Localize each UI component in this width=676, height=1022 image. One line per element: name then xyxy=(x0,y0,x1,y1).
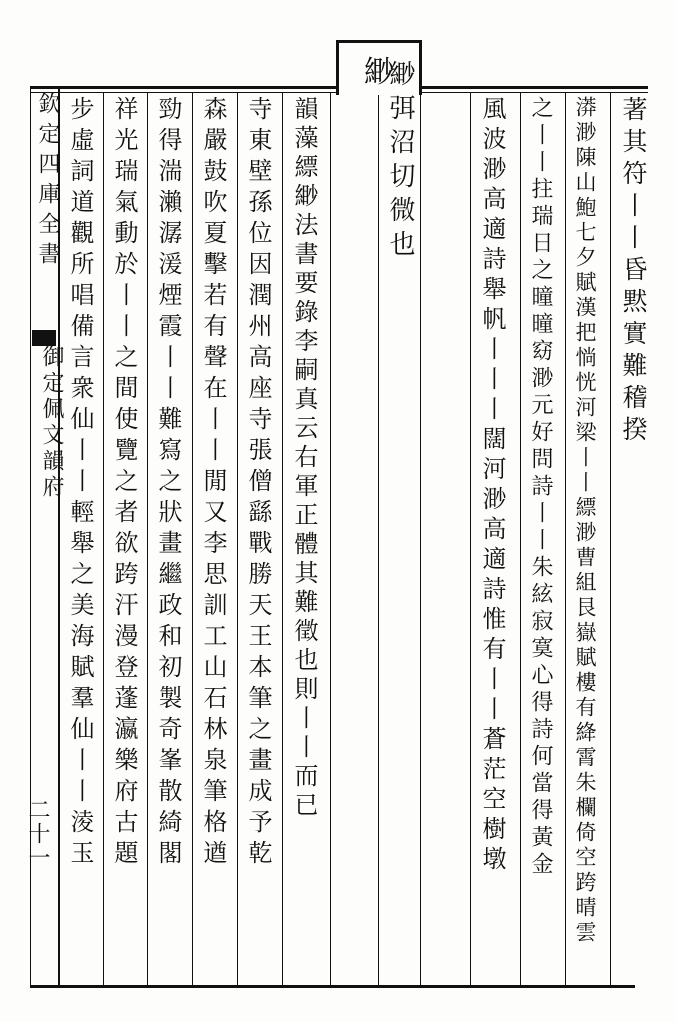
page-number: 二十一 xyxy=(25,798,50,870)
text-column: 之丨丨拄瑞日之曈曈窈渺元好問詩丨丨朱絃寂寞心得詩何當得黃金 xyxy=(528,96,553,879)
column-divider xyxy=(103,92,104,985)
column-divider xyxy=(520,92,521,985)
text-column: 風波渺高適詩舉帆丨丨丨闊河渺高適詩惟有丨丨蒼茫空樹墩 xyxy=(478,96,506,876)
text-column: 著其符丨丨昏黙實難稽揆 xyxy=(619,96,648,448)
page-heading: 緲 xyxy=(364,55,394,90)
text-column: 勁得湍瀨潺湲煙霞丨丨難寫之狀畫繼政和初製奇峯散綺閣 xyxy=(154,96,182,871)
text-column: 韻藻縹緲法書要錄李嗣真云右軍正體其難徵也則丨丨而已 xyxy=(290,96,318,821)
column-divider xyxy=(147,92,148,985)
book-title: 欽定四庫全書 xyxy=(35,92,60,272)
text-column: 祥光瑞氣動於丨丨之間使覽之者欲跨汗漫登蓬瀛樂府古題 xyxy=(110,96,138,871)
column-divider xyxy=(420,92,421,985)
text-column: 步虛詞道觀所唱備言衆仙丨丨輕舉之美海賦羣仙丨丨淩玉 xyxy=(66,96,94,871)
text-column: 緲弭沼切微也 xyxy=(385,60,415,264)
margin-black-mark xyxy=(32,330,56,346)
text-column: 漭渺陳山鮑七夕賦漢把惝恍河梁丨丨縹渺曹組艮嶽賦樓有絳霄朱欄倚空跨晴雲 xyxy=(573,96,597,946)
column-divider xyxy=(470,92,471,985)
section-title: 御定佩文韻府 xyxy=(39,345,64,501)
column-divider xyxy=(378,92,379,985)
column-divider xyxy=(610,92,611,985)
column-divider xyxy=(282,92,283,985)
text-column: 寺東壁孫位因潤州高座寺張僧繇戰勝天王本筆之畫成予乾 xyxy=(244,96,272,871)
column-divider xyxy=(565,92,566,985)
text-column: 森嚴鼓吹夏擊若有聲在丨丨閒又李思訓工山石林泉筆格遒 xyxy=(199,96,227,871)
column-divider xyxy=(237,92,238,985)
column-divider xyxy=(192,92,193,985)
column-divider xyxy=(330,92,331,985)
bottom-frame-line xyxy=(30,985,635,988)
